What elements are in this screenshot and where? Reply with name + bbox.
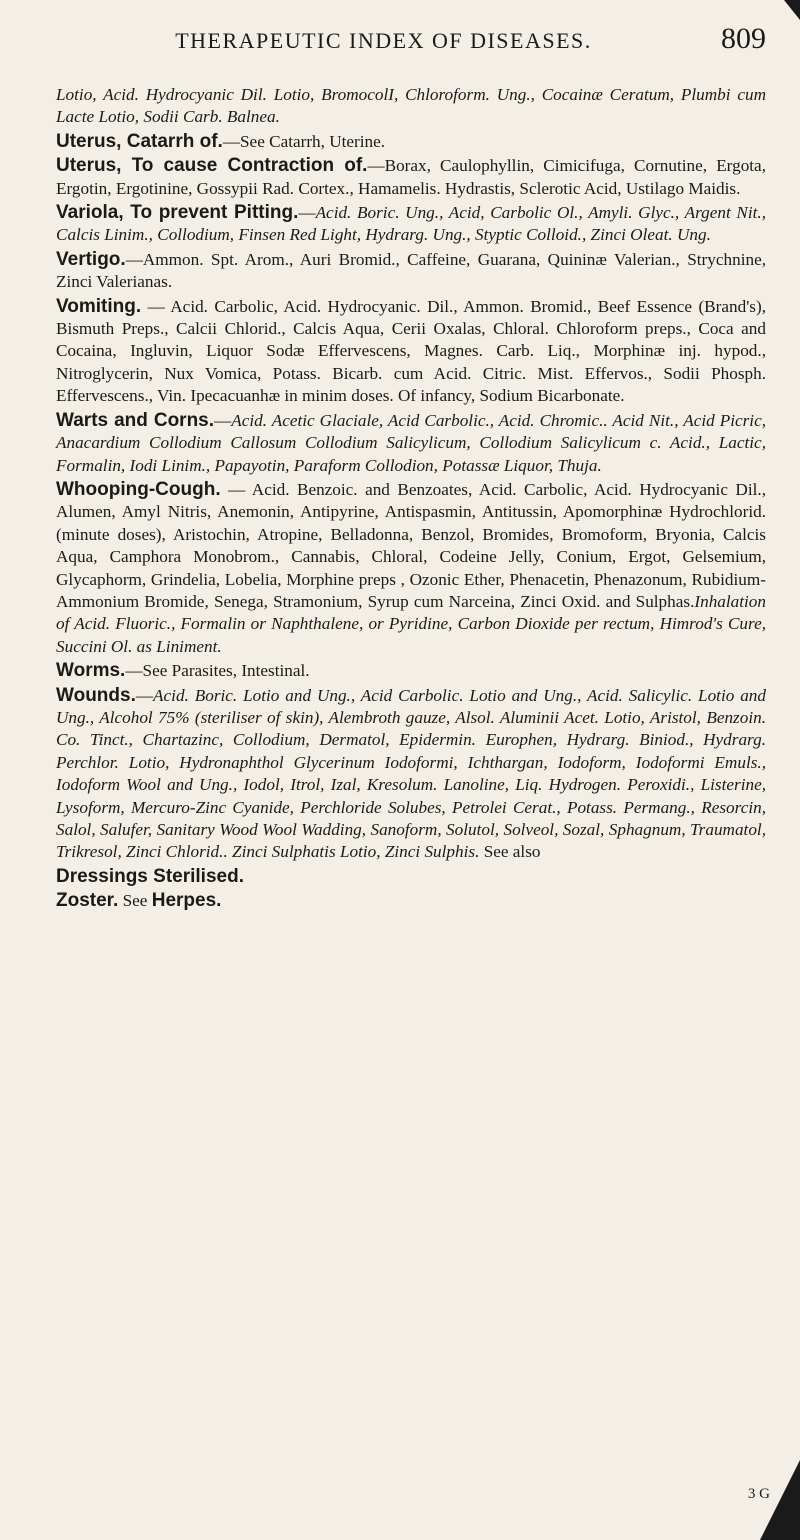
index-entry xyxy=(56,410,766,477)
entry-remedies-italic: Acid. Boric. Ung., Acid, Carbolic Ol., Amyli. Glyc., Argent Nit., Calcis Linim., Collodium, Finsen Red Light, Hydrarg. Ung., Styptic Colloid., Zinci Oleat. Ung. xyxy=(56,203,766,245)
entry-remedies-italic: Acid. Boric. Lotio and Ung., Acid Carbolic. Lotio and Ung., Acid. Salicylic. Lotio and Ung., Alcohol 75% (steriliser of skin), Alembroth gauze, Alsol. Aluminii Acet. Lotio, Aristol, Benzoin. Co. Tinct., Chartazinc, Collodium, Dermatol, Epidermin. Europhen, Hydrarg. Biniod., Hydrarg. Perchlor. Lotio, Hydronaphthol Glycerinum Iodoformi, Ichthargan, Iodoform, Iodoformi Emuls., Iodoform Wool and Ung., Iodol, Itrol, Izal, Kresolum. Lanoline, Liq. Hydrogen. Peroxidi., Listerine, Lysoform, Mercuro-Zinc Cyanide, Perchloride Solubes, Petrolei Cerat., Potass. Permang., Resorcin, Salol, Salufer, Sanitary Wood Wool Wadding, Sanoform, Solutol, Solveol, Sozal, Sphagnum, Traumatol, Trikresol, Zinci Chlorid.. Zinci Sulphatis Lotio, Zinci Sulphis. xyxy=(56,685,766,862)
page-title: THERAPEUTIC INDEX OF DISEASES. xyxy=(175,28,592,53)
index-entry xyxy=(56,249,766,294)
entry-heading: Zoster. xyxy=(56,890,119,912)
entry-cross-ref-heading: Herpes. xyxy=(151,890,222,912)
entry-heading: Uterus, Catarrh of. xyxy=(56,130,223,152)
entry-remedies-italic: Lotio, Acid. Hydrocyanic Dil. Lotio, BromocolI, Chloroform. Ung., Cocainæ Ceratum, Plumbi cum Lacte Lotio, Sodii Carb. Balnea. xyxy=(56,85,766,127)
index-entry xyxy=(56,155,766,200)
entry-text: —Borax, Caulophyllin, Cimicifuga, Cornutine, Ergota, Ergotin, Ergotinine, Gossypii Rad. Cortex., Hamamelis. Hydrastis, Sclerotic Acid, Ustilago Maidis. xyxy=(56,156,766,198)
index-entries xyxy=(56,84,766,913)
entry-text: —Ammon. Spt. Arom., Auri Bromid., Caffeine, Guarana, Quininæ Valerian., Strychnine, Zinci Valerianas. xyxy=(56,249,766,292)
index-entry xyxy=(56,131,766,153)
entry-text: — xyxy=(214,410,232,430)
index-entry xyxy=(56,84,766,129)
entry-heading: Wounds. xyxy=(56,684,136,706)
index-entry xyxy=(56,866,766,888)
entry-text: See xyxy=(118,891,152,911)
entry-text: — Acid. Carbolic, Acid. Hydrocyanic. Dil., Ammon. Bromid., Beef Essence (Brand's), Bismuth Preps., Calcii Chlorid., Calcis Aqua, Cerii Oxalas, Chloral. Chloroform preps., Coca and Cocaina, Ingluvin, Liquor Sodæ Effervescens, Magnes. Carb. Liq., Morphinæ inj. hypod., Nitroglycerin, Nux Vomica, Potass. Bicarb. cum Acid. Citric. Mist. Effervos., Sodii Phosph. Effervescens., Vin. Ipecacuanhæ in minim doses. Of infancy, Sodium Bicarbonate. xyxy=(56,296,766,406)
index-entry xyxy=(56,685,766,864)
entry-remedies-italic: Acid. Acetic Glaciale, Acid Carbolic., Acid. Chromic.. Acid Nit., Acid Picric, Anacardium Collodium Callosum Collodium Salicylicum, Collodium Salicylicum c. Acid., Lactic, Formalin, Iodi Linim., Papayotin, Paraform Collodion, Potassæ Liquor, Thuja. xyxy=(56,410,767,475)
entry-text: — Acid. Benzoic. and Benzoates, Acid. Carbolic, Acid. Hydrocyanic Dil., Alumen, Amyl Nitris, Anemonin, Antipyrine, Antispasmin, Antitussin, Apomorphinæ Hydrochlorid. (minute doses), Aristochin, Atropine, Belladonna, Benzol, Bromides, Bromoform, Bryonia, Calcis Aqua, Camphora Monobrom., Cannabis, Chloral, Codeine Jelly, Conium, Ergot, Gelsemium, Glycaphorm, Grindelia, Lobelia, Morphine preps , Ozonic Ether, Phenacetin, Phenazonum, Rubidium-Ammonium Bromide, Senega, Stramonium, Syrup cum Narceina, Zinci Oxid. and Sulphas. xyxy=(56,479,766,611)
index-entry xyxy=(56,890,766,912)
entry-remedies-italic: Inhalation of Acid. Fluoric., Formalin or Naphthalene, or Pyridine, Carbon Dioxide per rectum, Himrod's Cure, Succini Ol. as Liniment. xyxy=(56,591,766,656)
entry-heading: Dressings Sterilised. xyxy=(56,865,244,887)
entry-text: — xyxy=(298,203,316,223)
index-entry xyxy=(56,479,766,658)
signature-mark: 3 G xyxy=(747,1486,770,1502)
index-entry xyxy=(56,202,766,247)
entry-heading: Worms. xyxy=(56,660,126,682)
entry-heading: Uterus, To cause Contraction of. xyxy=(56,155,368,177)
index-entry xyxy=(56,296,766,408)
entry-heading: Whooping-Cough. xyxy=(56,478,221,500)
entry-text: —See Catarrh, Uterine. xyxy=(222,131,386,151)
page-number: 809 xyxy=(721,22,766,55)
entry-heading: Vertigo. xyxy=(56,248,126,270)
entry-text: —See Parasites, Intestinal. xyxy=(125,661,310,681)
running-header xyxy=(56,22,766,56)
index-entry xyxy=(56,660,766,682)
entry-heading: Warts and Corns. xyxy=(56,409,215,431)
corner-mark xyxy=(784,0,800,20)
entry-text: — xyxy=(135,685,154,705)
edge-mark xyxy=(760,1460,800,1540)
entry-tail: See also xyxy=(479,842,541,862)
entry-heading: Variola, To prevent Pitting. xyxy=(56,202,299,224)
entry-heading: Vomiting. xyxy=(56,295,142,317)
